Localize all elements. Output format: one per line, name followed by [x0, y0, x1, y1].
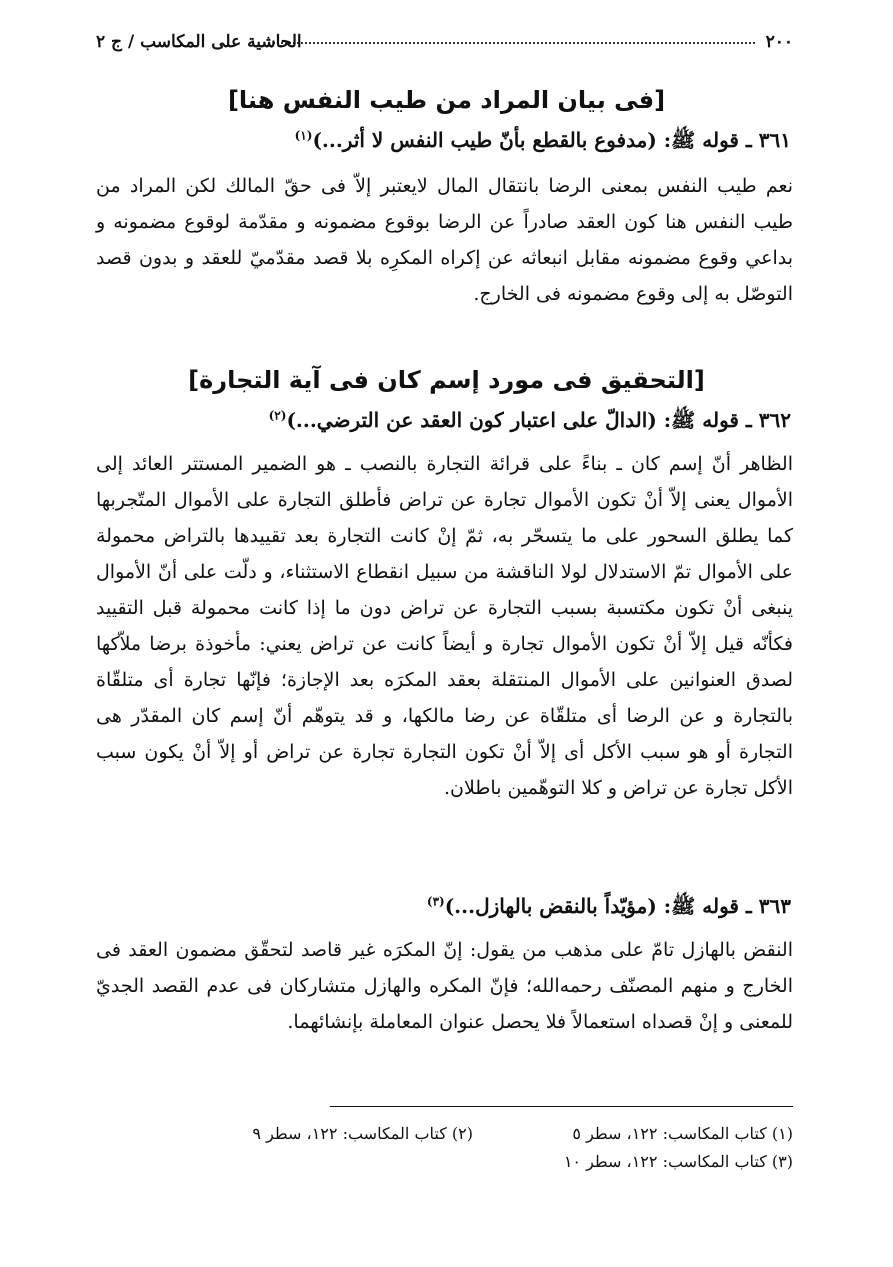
- footnote-marker: (٣): [426, 894, 445, 909]
- body-paragraph: نعم طيب النفس بمعنى الرضا بانتقال المال لايعتبر إلاّ فى حقّ المالك لكن المراد من طيب النفس هنا كون العقد صادراً عن الرضا بوقوع مضمونه و مقدّمة لوقوع مضمونه و بداعي وقوع مضمونه مقابل انبعاثه عن إكراه المكرِه بلا قصد مقدّميّ للعقد و بدون قصد التوصّل به إلى وقوع مضمونه فى الخارج.: [96, 175, 793, 305]
- body-paragraph: الظاهر أنّ إسم كان ـ بناءً على قرائة التجارة بالنصب ـ هو الضمير المستتر العائد إلى الأموال يعنى إلاّ أنْ تكون الأموال تجارة عن تراض فأطلق التجارة على الأموال المتّجربها كما يطلق السحور على ما يتسحّر به، ثمّ إنْ كانت التجارة بعد تقييدها بالتراض محمولة على الأموال تمّ الاستدلال لولا الناقشة من سبيل انقطاع الاستثناء، و دلّت على أنّ الأموال ينبغى أنْ تكون مكتسبة بسبب التجارة عن تراض دون ما إذا كانت محمولة قبل التقييد فكأنّه قيل إلاّ أنْ تكون الأموال تجارة و أيضاً كانت عن تراض يعني: مأخوذة برضا ملاّكها لصدق العنوانين على الأموال المنتقلة بعقد المكرَه بعد الإجازة؛ فإنّها تجارة أى متلقّاة بالتجارة و عن الرضا أى متلقّاة عن رضا مالكها، و قد يتوهّم أنّ إسم كان المقدّر هى التجارة أو هو سبب الأكل أى إلاّ أنْ تكون التجارة تجارة عن تراض أو إلاّ أنْ يكون سبب الأكل تجارة عن تراض و كلا التوهّمين باطلان.: [96, 453, 793, 799]
- commentary-reference: [427, 894, 791, 923]
- header-title: الحاشية على المكاسب / ج ٢: [96, 32, 302, 52]
- footnote-1: (١) كتاب المكاسب: ١٢٢، سطر ٥: [572, 1124, 793, 1143]
- reference-text: ٣٦٢ ـ قوله ﷺ: (الدالّ على اعتبار كون العقد عن الترضي...): [286, 408, 791, 432]
- body-paragraph: النقض بالهازل تامّ على مذهب من يقول: إنّ المكرَه غير قاصد لتحقّق مضمون العقد فى الخارج و منهم المصنّف رحمه‌الله؛ فإنّ المكره والهازل متشاركان فى عدم القصد الجديّ للمعنى و إنْ قصداه استعمالاً فلا يحصل عنوان المعاملة بإنشائهما.: [96, 939, 793, 1033]
- commentary-reference: [269, 408, 791, 437]
- footnote-marker: (٢): [268, 408, 287, 423]
- section-heading: [التحقيق فى مورد إسم كان فى آية التجارة]: [188, 366, 705, 394]
- footnote-3: (٣) كتاب المكاسب: ١٢٢، سطر ١٠: [563, 1152, 793, 1171]
- footnote-separator: [330, 1106, 793, 1107]
- page-number: ٢٠٠: [765, 32, 793, 52]
- footnote-2: (٢) كتاب المكاسب: ١٢٢، سطر ٩: [252, 1124, 473, 1143]
- reference-text: ٣٦٣ ـ قوله ﷺ: (مؤيّداً بالنقض بالهازل...): [444, 894, 791, 918]
- header-leader-dots: [268, 42, 755, 44]
- commentary-reference: [295, 128, 791, 157]
- footnote-marker: (١): [294, 128, 313, 143]
- section-heading: [فى بيان المراد من طيب النفس هنا]: [227, 86, 666, 114]
- reference-text: ٣٦١ ـ قوله ﷺ: (مدفوع بالقطع بأنّ طيب النفس لا أثر...): [312, 128, 791, 152]
- running-header: [96, 26, 793, 62]
